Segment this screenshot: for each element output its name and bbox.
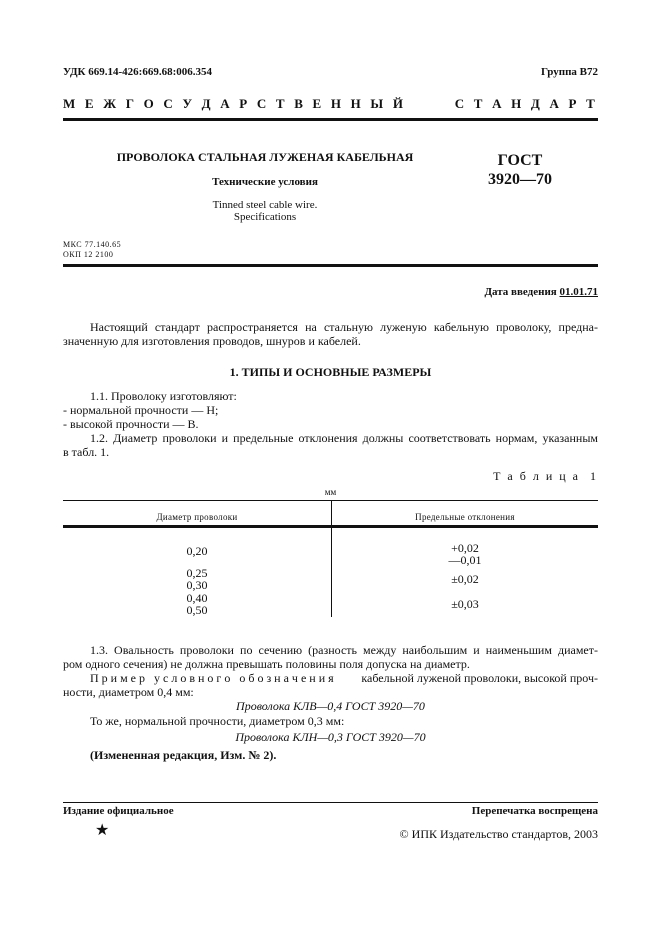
clause-1-1-normal: - нормальной прочности — Н;: [63, 403, 219, 417]
introduction-date: [484, 285, 598, 299]
footer-rule: [63, 802, 598, 803]
document-subtitle: Технические условия: [212, 176, 318, 188]
gost-number: 3920—70: [488, 171, 552, 188]
copyright: © ИПК Издательство стандартов, 2003: [399, 827, 598, 841]
gost-label: ГОСТ: [497, 152, 543, 169]
date-value: 01.01.71: [559, 286, 598, 298]
same-normal-line: То же, нормальной прочности, диаметром 0,3 мм:: [90, 714, 345, 728]
title-rule: [63, 264, 598, 267]
header-deviation: Предельные отклонения: [415, 512, 515, 522]
table-row-2-diameter-b: 0,30: [186, 578, 208, 592]
table-unit: мм: [324, 487, 337, 497]
clause-1-1: 1.1. Проволоку изготовляют:: [90, 389, 237, 403]
amendment-note: (Измененная редакция, Изм. № 2).: [90, 748, 277, 762]
example-line2: ности, диаметром 0,4 мм:: [63, 685, 194, 699]
section1-heading: 1. ТИПЫ И ОСНОВНЫЕ РАЗМЕРЫ: [229, 365, 432, 379]
mks-code: МКС 77.140.65: [63, 240, 122, 249]
table-row-2-deviation: ±0,02: [451, 572, 479, 586]
table-row-1-deviation-lower: —0,01: [448, 553, 482, 567]
official-edition: Издание официальное: [63, 805, 174, 817]
header-rule: [63, 118, 598, 121]
banner-interstate: М Е Ж Г О С У Д А Р С Т В Е Н Н Ы Й: [63, 96, 407, 111]
table-row-3-diameter-a: 0,40: [186, 591, 208, 605]
clause-1-2-line1: 1.2. Диаметр проволоки и предельные отклонения должны соответствовать нормам, указанным: [90, 431, 598, 445]
header-diameter: Диаметр проволоки: [156, 512, 238, 522]
clause-1-3-line1: 1.3. Овальность проволоки по сечению (разность между наибольшим и наименьшим диамет-: [90, 643, 598, 657]
table-header-rule: [63, 525, 598, 528]
example-text: кабельной луженой проволоки, высокой проч-: [361, 671, 598, 685]
english-title-line2: Specifications: [233, 211, 297, 223]
document-title: ПРОВОЛОКА СТАЛЬНАЯ ЛУЖЕНАЯ КАБЕЛЬНАЯ: [116, 150, 414, 164]
clause-1-2-line2: в табл. 1.: [63, 445, 110, 459]
english-title-line1: Tinned steel cable wire.: [212, 199, 318, 211]
group-code: Группа В72: [540, 66, 598, 78]
intro-line2: значенную для изготовления проводов, шнуров и кабелей.: [63, 334, 361, 348]
designation-example-2: Проволока КЛН—0,3 ГОСТ 3920—70: [235, 730, 426, 744]
table-row-2-diameter-a: 0,25: [186, 566, 208, 580]
star-icon: ★: [95, 822, 110, 839]
table-row-3-deviation: ±0,03: [451, 597, 479, 611]
intro-line1: Настоящий стандарт распространяется на стальную луженую кабельную проволоку, предна-: [90, 320, 598, 334]
example-line1: [90, 671, 598, 685]
clause-1-1-high: - высокой прочности — В.: [63, 417, 199, 431]
designation-example-1: Проволока КЛВ—0,4 ГОСТ 3920—70: [236, 699, 425, 713]
table-row-3-diameter-b: 0,50: [186, 603, 208, 617]
date-label: Дата введения: [484, 286, 557, 298]
table-row-1-diameter: 0,20: [186, 544, 208, 558]
udk-code: УДК 669.14-426:669.68:006.354: [63, 66, 212, 78]
banner-standard: С Т А Н Д А Р Т: [454, 96, 598, 111]
example-label: П р и м е р у с л о в н о г о о б о з н а ч е н и я: [90, 671, 334, 685]
table-row-1-deviation-upper: +0,02: [451, 541, 479, 555]
table-caption: Т а б л и ц а 1: [493, 469, 598, 483]
okp-code: ОКП 12 2100: [63, 250, 114, 259]
reprint-prohibited: Перепечатка воспрещена: [471, 805, 598, 817]
clause-1-3-line2: ром одного сечения) не должна превышать половины поля допуска на диаметр.: [63, 657, 470, 671]
